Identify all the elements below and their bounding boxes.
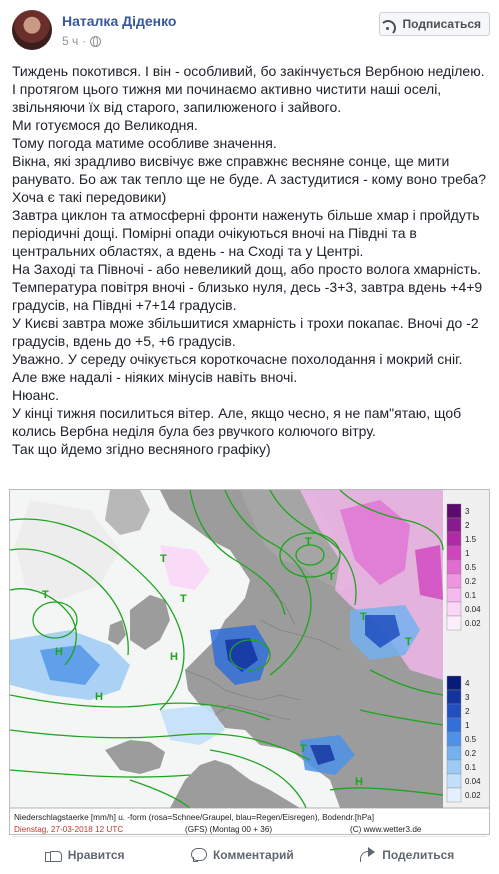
comment-button[interactable]: [190, 847, 294, 863]
svg-text:T: T: [328, 571, 335, 583]
post-line: Завтра циклон та атмосферні фронти наженуть більше хмар і пройдуть: [12, 207, 480, 223]
map-caption-title: Niederschlagstaerke [mm/h] u. -form (rosa=Schnee/Graupel, blau=Regen/Eisregen), Bodendr.[hPa]: [14, 813, 374, 822]
weather-map-image[interactable]: [9, 489, 490, 835]
snow-scale-label: 0.04: [465, 605, 481, 614]
snow-scale-label: 2: [465, 521, 470, 530]
post-line: Вікна, які зрадливо висвічує вже справжнє весняне сонце, ще мити: [12, 153, 450, 169]
svg-text:T: T: [180, 593, 187, 605]
rain-scale-swatch: [447, 718, 461, 732]
map-caption-model: (GFS) (Montag 00 + 36): [185, 825, 273, 834]
snow-scale-label: 1: [465, 549, 470, 558]
snow-scale-swatch: [447, 616, 461, 630]
rain-scale-label: 4: [465, 679, 470, 688]
post-line: центральних областях, а вдень - на Сході та у Центрі.: [12, 243, 364, 259]
post-line: періодичні дощі. Помірні опади очікуються вночі на Півдні та в: [12, 225, 417, 241]
post-line: І протягом цього тижня ми починаємо активно чистити наші оселі,: [12, 81, 442, 97]
rain-scale-label: 0.02: [465, 791, 481, 800]
snow-scale-label: 0.1: [465, 591, 477, 600]
map-caption-date: Dienstag, 27-03-2018 12 UTC: [14, 825, 124, 834]
snow-scale-swatch: [447, 532, 461, 546]
rain-scale-label: 0.04: [465, 777, 481, 786]
actions-divider: [12, 836, 487, 837]
rain-scale-swatch: [447, 760, 461, 774]
snow-scale-label: 3: [465, 507, 470, 516]
rain-scale-label: 0.5: [465, 735, 477, 744]
svg-text:T: T: [405, 636, 412, 648]
comment-label: Комментарий: [212, 848, 294, 862]
svg-text:T: T: [360, 611, 367, 623]
post-line: колись Вербна неділя була без рвучкого колючого вітру.: [12, 423, 376, 439]
snow-scale-label: 1.5: [465, 535, 477, 544]
rain-scale-swatch: [447, 704, 461, 718]
post-header: [12, 10, 490, 54]
post-line: У Києві завтра може збільшитися хмарність і трохи покапає. Вночі до -2: [12, 315, 479, 331]
rain-scale-swatch: [447, 746, 461, 760]
rain-scale-swatch: [447, 788, 461, 802]
svg-text:H: H: [355, 776, 363, 788]
post-actions: [12, 840, 487, 870]
rss-icon: [386, 18, 398, 30]
comment-icon: [190, 847, 206, 863]
post-line: Тому погода матиме особливе значення.: [12, 135, 277, 151]
rain-scale-label: 3: [465, 693, 470, 702]
post-meta: 5 ч ·: [62, 34, 101, 48]
svg-text:H: H: [55, 646, 63, 658]
svg-text:T: T: [160, 553, 167, 565]
snow-scale-swatch: [447, 546, 461, 560]
share-button[interactable]: [359, 847, 454, 863]
rain-scale-swatch: [447, 732, 461, 746]
post-line: Але вже надалі - ніяких мінусів навіть вночі.: [12, 369, 298, 385]
post-line: градусів, на Півдні +7+14 градусів.: [12, 297, 237, 313]
snow-scale-label: 0.02: [465, 619, 481, 628]
post-line: Так що йдемо згідно весняного графіку): [12, 441, 271, 457]
share-label: Поделиться: [382, 848, 455, 862]
rain-scale-swatch: [447, 690, 461, 704]
share-arrow-icon: [359, 847, 375, 863]
svg-text:H: H: [170, 651, 178, 663]
rain-scale-swatch: [447, 676, 461, 690]
rain-scale-label: 1: [465, 721, 470, 730]
snow-scale-swatch: [447, 574, 461, 588]
post-line: На Заході та Півночі - або невеликий дощ, або просто волога хмарність.: [12, 261, 482, 277]
post-line: У кінці тижня посилиться вітер. Але, якщо чесно, я не пам"ятаю, щоб: [12, 405, 462, 421]
subscribe-button[interactable]: [379, 12, 490, 36]
map-caption-copyright: (C) www.wetter3.de: [350, 825, 422, 834]
rain-scale-label: 0.2: [465, 749, 477, 758]
snow-scale-swatch: [447, 602, 461, 616]
svg-text:T: T: [42, 589, 49, 601]
post-time[interactable]: 5 ч: [62, 34, 79, 48]
svg-text:T: T: [305, 536, 312, 548]
subscribe-label: Подписаться: [402, 17, 481, 31]
post-line: ранувато. Бо аж так тепло ще не буде. А застудитися - кому воно треба?: [12, 171, 486, 187]
snow-scale-label: 0.2: [465, 577, 477, 586]
post-line: звільняючи їх від старого, запилюженого і зайвого.: [12, 99, 342, 115]
rain-scale-label: 0.1: [465, 763, 477, 772]
rain-intensity-legend: [447, 676, 481, 802]
snow-scale-swatch: [447, 518, 461, 532]
post-line: Температура повітря вночі - близько нуля, десь -3+3, завтра вдень +4+9: [12, 279, 483, 295]
svg-text:T: T: [300, 743, 307, 755]
snow-scale-swatch: [447, 504, 461, 518]
snow-scale-swatch: [447, 560, 461, 574]
snow-intensity-legend: [447, 504, 481, 630]
snow-scale-label: 0.5: [465, 563, 477, 572]
post-line: Тиждень покотився. І він - особливий, бо закінчується Вербною неділею.: [12, 63, 485, 79]
post-line: Хоча є такі передовики): [12, 189, 167, 205]
avatar[interactable]: [12, 10, 52, 50]
author-name[interactable]: Наталка Діденко: [62, 13, 177, 29]
post-line: Уважно. У середу очікується короткочасне похолодання і мокрий сніг.: [12, 351, 463, 367]
snow-scale-swatch: [447, 588, 461, 602]
post-body: [12, 62, 492, 458]
post-line: Нюанс.: [12, 387, 60, 403]
rain-scale-label: 2: [465, 707, 470, 716]
rain-scale-swatch: [447, 774, 461, 788]
like-button[interactable]: [45, 847, 125, 863]
post-line: Ми готуємося до Великодня.: [12, 117, 198, 133]
svg-text:H: H: [95, 691, 103, 703]
like-label: Нравится: [67, 848, 125, 862]
globe-icon[interactable]: [90, 36, 101, 47]
thumbs-up-icon: [45, 847, 61, 863]
post-line: градусів, вдень до +5, +6 градусів.: [12, 333, 236, 349]
